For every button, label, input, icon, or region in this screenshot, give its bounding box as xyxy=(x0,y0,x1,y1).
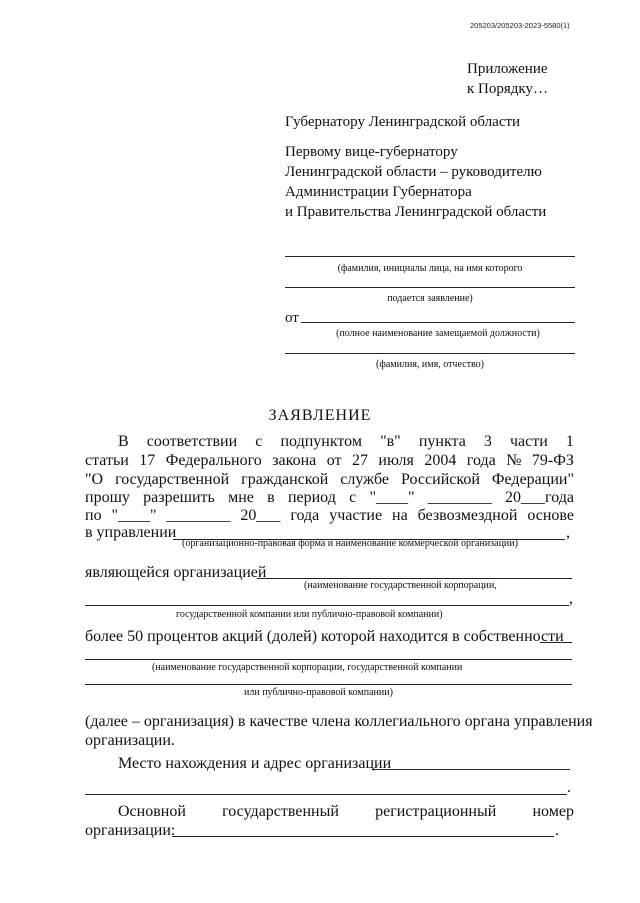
word: Российской xyxy=(401,471,480,488)
body-line-8: более 50 процентов акций (долей) которой находится в собственности xyxy=(85,628,564,645)
registration-underline xyxy=(172,836,554,837)
body-line-9: (далее – организация) в качестве члена коллегиального органа управления xyxy=(85,713,593,730)
fio-underline-1 xyxy=(285,256,575,257)
word: 27 xyxy=(351,452,368,469)
word: безвозмездной xyxy=(417,507,518,524)
registration-line-1 xyxy=(118,801,574,823)
word: в xyxy=(267,489,275,506)
location-underline xyxy=(372,769,570,770)
word: "____" xyxy=(369,489,415,506)
word: период xyxy=(287,489,336,506)
body-line-10: организации. xyxy=(85,732,175,749)
word: подпунктом xyxy=(280,433,362,450)
caption-fio-1: (фамилия, инициалы лица, на имя которого xyxy=(337,263,523,274)
addressee-governor: Губернатору Ленинградской области xyxy=(285,114,521,130)
word: государственной xyxy=(115,471,230,488)
management-comma: , xyxy=(566,524,570,541)
word: 20___года xyxy=(505,489,574,506)
word: с xyxy=(255,433,263,450)
word: "в" xyxy=(380,433,401,450)
word: регистрационный xyxy=(375,803,497,820)
word: "____" xyxy=(111,507,157,524)
word: 17 xyxy=(139,452,156,469)
word: номер xyxy=(532,803,574,820)
body-line-6: в управлении xyxy=(85,524,177,541)
caption-state-company: государственной компании или публично-правовой компании) xyxy=(176,609,443,620)
word: службе xyxy=(340,471,390,488)
state-company-underline xyxy=(85,605,569,606)
word: июля xyxy=(378,452,414,469)
addressee-vice-line-3: Администрации Губернатора xyxy=(285,184,472,200)
fio-underline-2 xyxy=(285,287,575,288)
word: закона xyxy=(272,452,317,469)
word: года xyxy=(290,507,320,524)
word: от xyxy=(326,452,342,469)
caption-corp-2a: (наименование государственной корпорации, государственной компании xyxy=(152,662,463,673)
caption-position: (полное наименование замещаемой должности) xyxy=(336,328,540,339)
word: ________ xyxy=(427,489,492,506)
word: соответствии xyxy=(146,433,238,450)
ownership-underline-2 xyxy=(85,659,572,660)
addressee-vice-line-2: Ленинградской области – руководителю xyxy=(285,164,542,180)
location-period: . xyxy=(567,779,571,796)
location-underline-2 xyxy=(85,794,567,795)
label-ot: от xyxy=(285,310,299,326)
caption-name: (фамилия, имя, отчество) xyxy=(376,359,484,370)
word: 1 xyxy=(565,433,574,450)
word: гражданской xyxy=(241,471,329,488)
location-label: Место нахождения и адрес организации xyxy=(118,755,392,772)
position-underline xyxy=(301,322,575,323)
word: 79-ФЗ xyxy=(531,452,574,469)
body-line-7: являющейся организацией xyxy=(85,564,267,581)
word: Основной xyxy=(118,803,186,820)
word: части xyxy=(509,433,548,450)
registration-line-2: организации: xyxy=(85,822,176,839)
word: Федерации" xyxy=(491,471,574,488)
word: 2004 xyxy=(424,452,457,469)
ownership-underline xyxy=(540,642,572,643)
organization-underline xyxy=(257,578,572,579)
word: основе xyxy=(527,507,574,524)
addressee-vice-line-1: Первому вице-губернатору xyxy=(285,144,458,160)
caption-corp-2b: или публично-правовой компании) xyxy=(244,687,393,698)
word: ________ xyxy=(166,507,231,524)
word: по xyxy=(85,507,102,524)
word: 3 xyxy=(483,433,492,450)
word: разрешить xyxy=(143,489,215,506)
name-underline xyxy=(285,353,575,354)
word: В xyxy=(118,433,129,450)
word: государственный xyxy=(222,803,339,820)
addressee-vice-line-4: и Правительства Ленинградской области xyxy=(285,204,547,220)
word: статьи xyxy=(85,452,129,469)
word: участие xyxy=(329,507,383,524)
registration-period: . xyxy=(555,822,559,839)
word: мне xyxy=(228,489,254,506)
word: на xyxy=(392,507,408,524)
word: прошу xyxy=(85,489,130,506)
word: пункта xyxy=(418,433,466,450)
word: с xyxy=(349,489,357,506)
caption-state-corp: (наименование государственной корпорации, xyxy=(304,580,497,591)
word: Федерального xyxy=(165,452,262,469)
ownership-underline-3 xyxy=(85,684,572,685)
word: № xyxy=(506,452,522,469)
state-company-comma: , xyxy=(569,590,573,607)
document-id: 205203/205203-2023-5580(1) xyxy=(470,21,570,30)
caption-org-form: (организационно-правовая форма и наименование коммерческой организации) xyxy=(182,538,518,549)
word: года xyxy=(466,452,496,469)
caption-fio-2: подается заявление) xyxy=(387,293,473,304)
word: 20___ xyxy=(240,507,281,524)
appendix-line-2: к Порядку… xyxy=(467,81,548,97)
document-title: ЗАЯВЛЕНИЕ xyxy=(268,407,372,424)
word: "О xyxy=(85,471,104,488)
appendix-line-1: Приложение xyxy=(467,61,548,77)
